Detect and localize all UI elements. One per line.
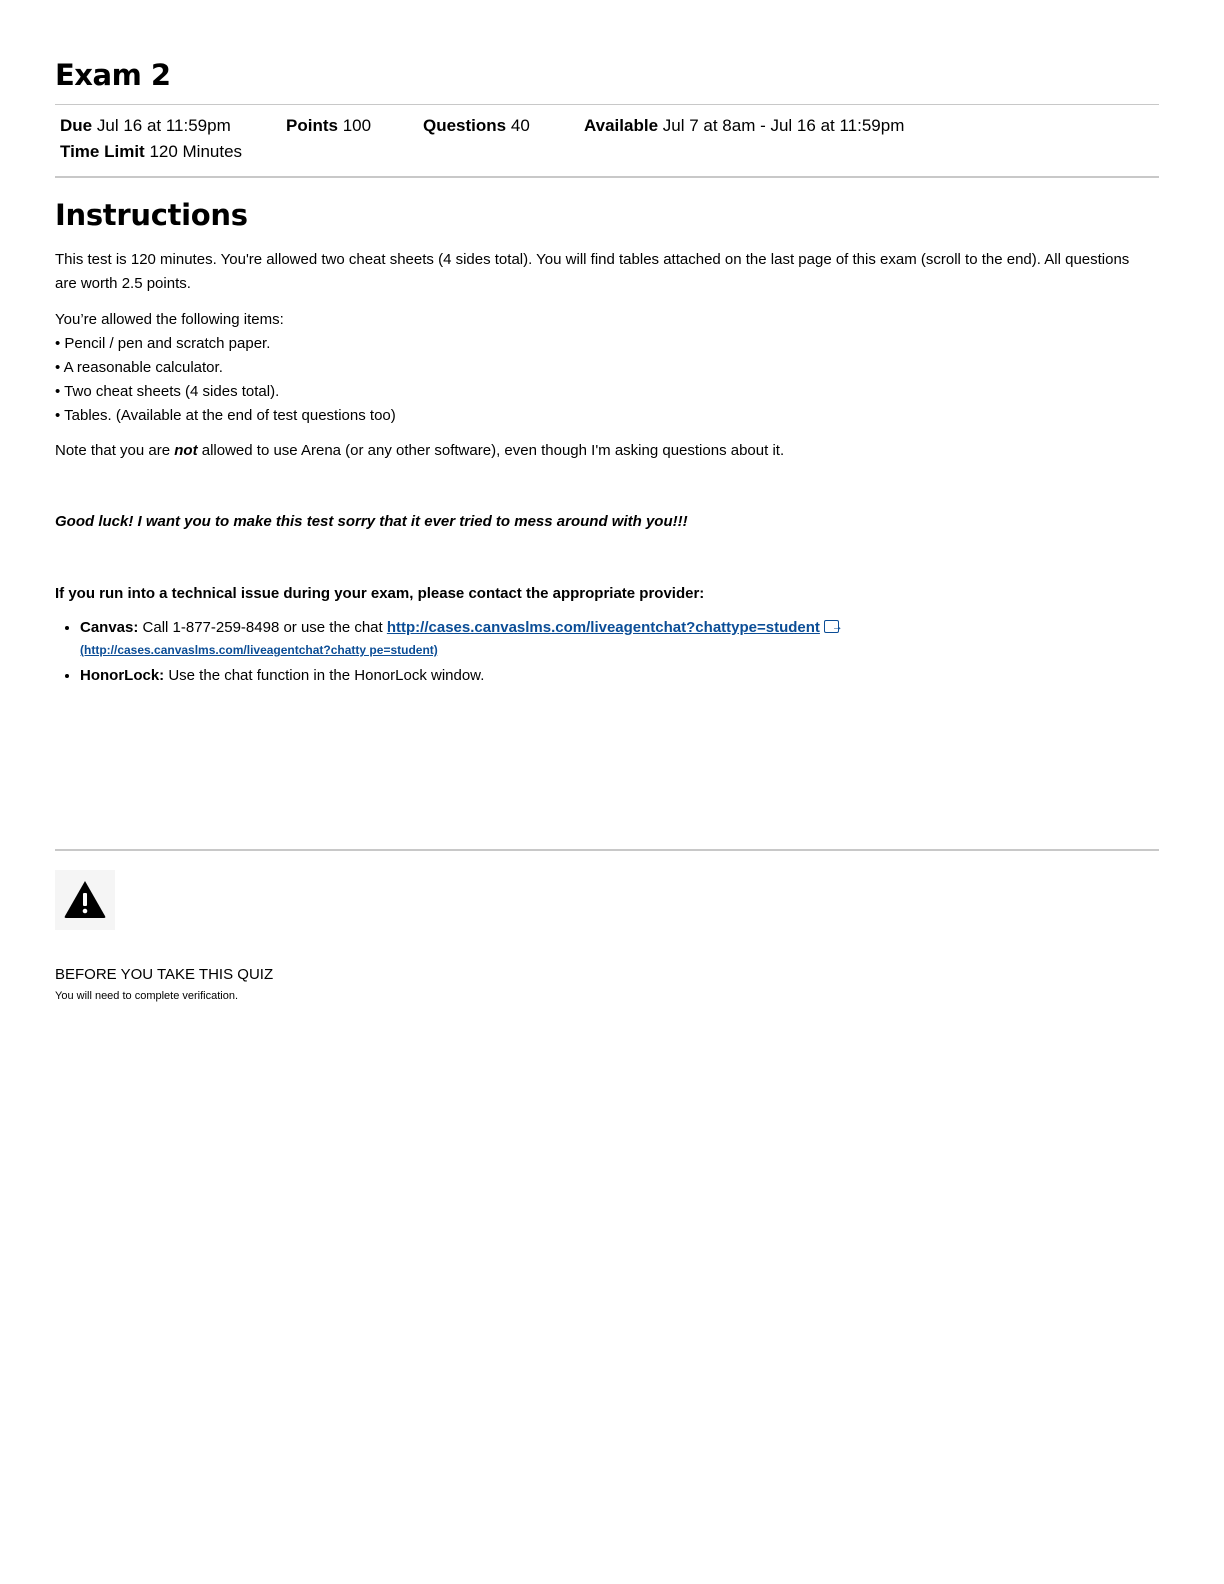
available-label: Available [584,116,659,135]
available-value: Jul 7 at 8am - Jul 16 at 11:59pm [662,116,905,135]
tech-issue-heading: If you run into a technical issue during your exam, please contact the appropriate provider: [55,585,705,602]
meta-points [286,116,371,136]
honorlock-text: Use the chat function in the HonorLock window. [164,667,485,684]
warning-icon-shape [63,879,107,919]
canvas-label: Canvas: [80,619,139,636]
divider [55,849,1159,851]
software-note [55,439,1135,463]
meta-due [60,116,231,136]
canvas-chat-link-url[interactable]: (http://cases.canvaslms.com/liveagentchat?chatty pe=student) [80,643,438,657]
divider [55,176,1159,178]
external-link-icon [824,620,839,633]
canvas-chat-link[interactable]: http://cases.canvaslms.com/liveagentchat?chattype=student [386,619,820,636]
note-after: allowed to use Arena (or any other software), even though I'm asking questions about it. [197,442,785,459]
allowed-item: • A reasonable calculator. [55,359,223,376]
questions-value: 40 [510,116,530,135]
allowed-items [55,308,1135,428]
instructions-paragraph: This test is 120 minutes. You're allowed two cheat sheets (4 sides total). You will find tables attached on the last page of this exam (scroll to the end). All questions are worth 2.5 points. [55,251,1130,292]
canvas-text: Call 1-877-259-8498 or use the chat [138,619,387,636]
divider [55,104,1159,105]
allowed-item: • Pencil / pen and scratch paper. [55,335,271,352]
points-label: Points [286,116,338,135]
due-label: Due [60,116,93,135]
instructions-heading: Instructions [55,198,248,232]
points-value: 100 [342,116,372,135]
questions-label: Questions [423,116,507,135]
honorlock-label: HonorLock: [80,667,165,684]
due-value: Jul 16 at 11:59pm [96,116,231,135]
page-title: Exam 2 [55,58,171,92]
time-limit-value: 120 Minutes [149,142,243,161]
good-luck-message: Good luck! I want you to make this test sorry that it ever tried to mess around with you!!! [55,513,688,530]
time-limit-label: Time Limit [60,142,145,161]
meta-time-limit [60,142,242,162]
provider-list [55,617,839,691]
meta-available [584,116,904,136]
provider-honorlock [80,665,839,687]
allowed-intro: You’re allowed the following items: [55,311,284,328]
allowed-item: • Tables. (Available at the end of test questions too) [55,407,396,424]
verification-heading: BEFORE YOU TAKE THIS QUIZ [55,966,274,983]
meta-questions [423,116,530,136]
verification-text: You will need to complete verification. [55,990,239,1002]
warning-icon [55,870,115,930]
provider-canvas [80,617,839,661]
allowed-item: • Two cheat sheets (4 sides total). [55,383,280,400]
note-before: Note that you are [55,442,175,459]
note-emphasis: not [174,442,198,459]
